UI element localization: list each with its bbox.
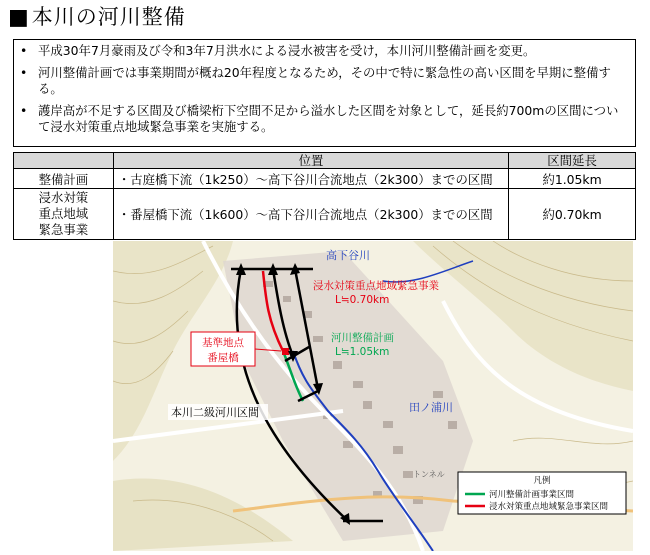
- urgent-label: 浸水対策重点地域緊急事業: [313, 280, 439, 292]
- row-length: 約1.05km: [509, 169, 636, 189]
- row-length: 約0.70km: [509, 189, 636, 240]
- row-location: ・古庭橋下流（1k250）～高下谷川合流地点（2k300）までの区間: [113, 169, 508, 189]
- bullet-text: 護岸高が不足する区間及び橋梁桁下空間不足から溢水した区間を対象として，延長約700mの区間について浸水対策重点地域緊急事業を実施する。: [38, 103, 619, 134]
- bullet-item: [20, 103, 629, 135]
- bullet-text: 平成30年7月豪雨及び令和3年7月洪水による浸水被害を受け，本川河川整備計画を変更。: [38, 43, 536, 58]
- bullet-item: [20, 43, 629, 59]
- plan-length-label: L≒1.05km: [335, 346, 390, 358]
- summary-box: [13, 39, 636, 147]
- tunnel-label: トンネル: [413, 470, 445, 479]
- base-point-label: 基準地点: [202, 337, 244, 349]
- koge-river-label: 高下谷川: [326, 249, 370, 262]
- tanoura-river-label: 田ノ浦川: [409, 401, 453, 414]
- table-header-row: [14, 153, 636, 169]
- location-map: [113, 241, 633, 551]
- page-title: [8, 4, 186, 31]
- map-svg: [113, 241, 633, 551]
- table-header-blank: [14, 153, 114, 169]
- hill-area: [413, 241, 633, 391]
- legend-urgent-label: 浸水対策重点地域緊急事業区間: [489, 502, 609, 512]
- urgent-length-label: L≒0.70km: [335, 294, 390, 306]
- legend-plan-label: 河川整備計画事業区間: [489, 490, 575, 500]
- bullet-dot-icon: •: [20, 65, 28, 80]
- table-row: [14, 169, 636, 189]
- row-location: ・番屋橋下流（1k600）～高下谷川合流地点（2k300）までの区間: [113, 189, 508, 240]
- second-class-label: 本川二級河川区間: [171, 406, 259, 419]
- base-point-marker: [282, 348, 289, 355]
- hill-area: [113, 479, 293, 552]
- bullet-text: 河川整備計画では事業期間が概ね20年程度となるため，その中で特に緊急性の高い区間を早期に整備する。: [38, 65, 611, 96]
- plan-label: 河川整備計画: [331, 332, 394, 344]
- title-text: 本川の河川整備: [31, 5, 186, 29]
- title-square-icon: ■: [8, 5, 30, 30]
- map-legend: [458, 472, 626, 514]
- base-point-name: 番屋橋: [207, 352, 239, 364]
- bullet-dot-icon: •: [20, 103, 28, 118]
- row-category: 浸水対策 重点地域 緊急事業: [14, 189, 114, 240]
- bullet-item: [20, 65, 629, 97]
- row-category: 整備計画: [14, 169, 114, 189]
- table-header-length: 区間延長: [509, 153, 636, 169]
- legend-title: 凡例: [533, 476, 551, 486]
- bullet-dot-icon: •: [20, 43, 28, 58]
- section-table: [13, 152, 636, 240]
- table-header-location: 位置: [113, 153, 508, 169]
- table-row: [14, 189, 636, 240]
